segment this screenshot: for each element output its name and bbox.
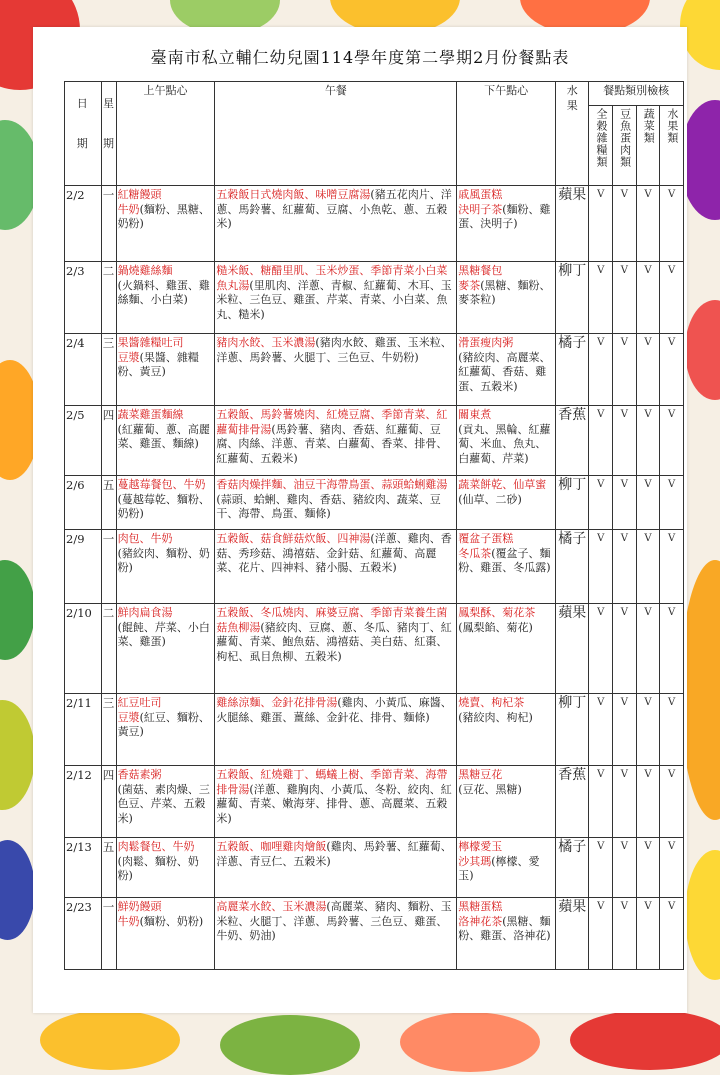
- lunch-cell: [215, 334, 457, 406]
- check-protein: V: [613, 186, 637, 262]
- table-row: [65, 604, 684, 694]
- check-fruits: V: [660, 766, 684, 838]
- lunch-title: 糙米飯、糖醋里肌、玉米炒蛋、季節青菜: [216, 264, 415, 277]
- afternoon-snack-drink: 洛神花茶: [458, 914, 503, 928]
- afternoon-snack-ingredients: (仙草、二砂): [458, 492, 522, 506]
- morning-snack-title: 紅糖饅頭: [117, 188, 162, 201]
- check-vegetables: V: [636, 406, 660, 476]
- header-date: 日期: [65, 82, 102, 186]
- afternoon-snack-ingredients: (檸檬、愛玉): [458, 854, 540, 882]
- morning-snack-cell: [116, 530, 215, 604]
- header-afternoon-snack: 下午點心: [457, 82, 556, 186]
- afternoon-snack-ingredients: (黑糖、麵粉、雞蛋、洛神花): [458, 914, 551, 942]
- morning-snack-cell: [116, 186, 215, 262]
- meal-table-body: [65, 186, 684, 970]
- lunch-ingredients: (洋蔥、雞肉、香菇、秀珍菇、鴻禧菇、金針菇、紅蘿蔔、高麗菜、花片、四神料、豬小腸、五穀米): [216, 532, 452, 574]
- morning-snack-title: 蔬菜雞蛋麵線: [117, 408, 184, 421]
- morning-snack-title: 肉鬆餐包、牛奶: [117, 840, 195, 853]
- fruit-decoration: [685, 850, 720, 980]
- lunch-cell: [215, 898, 457, 970]
- lunch-cell: [215, 186, 457, 262]
- lunch-title: 五穀飯、紅燒雞丁、螞蟻上樹、季節青菜、: [216, 768, 426, 781]
- lunch-ingredients: (高麗菜、豬肉、麵粉、玉米粒、火腿丁、洋蔥、馬鈴薯、三色豆、雞蛋、牛奶、奶油): [216, 900, 452, 942]
- afternoon-snack-cell: [457, 334, 556, 406]
- header-check-grains: 全穀雜糧類: [589, 106, 613, 186]
- lunch-cell: [215, 530, 457, 604]
- date-cell: 2/23: [65, 898, 102, 970]
- check-grains: V: [589, 838, 613, 898]
- afternoon-snack-drink: 沙其瑪: [458, 854, 492, 868]
- morning-snack-ingredients: (紅豆、麵粉、黃豆): [117, 710, 210, 738]
- fruit-cell: 蘋果: [556, 898, 589, 970]
- morning-snack-ingredients: (菌菇、素肉燥、三色豆、芹菜、五穀米): [117, 782, 210, 825]
- fruit-cell: 柳丁: [556, 476, 589, 530]
- check-vegetables: V: [636, 898, 660, 970]
- afternoon-snack-cell: [457, 838, 556, 898]
- afternoon-snack-ingredients: (豆花、黑糖): [458, 782, 522, 796]
- header-check-protein: 豆魚蛋肉類: [613, 106, 637, 186]
- afternoon-snack-ingredients: (鳳梨餡、菊花): [458, 620, 533, 634]
- table-row: [65, 898, 684, 970]
- afternoon-snack-title: 鳳梨酥、菊花茶: [458, 606, 536, 619]
- date-cell: 2/5: [65, 406, 102, 476]
- fruit-cell: 橘子: [556, 334, 589, 406]
- lunch-cell: [215, 262, 457, 334]
- morning-snack-cell: [116, 766, 215, 838]
- morning-snack-title: 香菇素粥: [117, 768, 162, 781]
- check-vegetables: V: [636, 694, 660, 766]
- weekday-cell: 二: [101, 262, 116, 334]
- morning-snack-drink: 豆漿: [117, 350, 140, 364]
- weekday-cell: 五: [101, 476, 116, 530]
- lunch-ingredients: (雞肉、馬鈴薯、紅蘿蔔、洋蔥、青豆仁、五穀米): [216, 840, 452, 868]
- morning-snack-ingredients: (豬絞肉、麵粉、奶粉): [117, 546, 210, 574]
- date-cell: 2/4: [65, 334, 102, 406]
- afternoon-snack-ingredients: (貢丸、黑輪、紅蘿蔔、米血、魚丸、白蘿蔔、芹菜): [458, 422, 551, 465]
- check-vegetables: V: [636, 838, 660, 898]
- fruit-decoration: [570, 1010, 720, 1070]
- check-protein: V: [613, 766, 637, 838]
- check-protein: V: [613, 838, 637, 898]
- lunch-ingredients: (雞肉、小黃瓜、麻醬、火腿絲、雞蛋、薑絲、金針花、排骨、麵條): [216, 696, 452, 724]
- check-protein: V: [613, 476, 637, 530]
- date-cell: 2/13: [65, 838, 102, 898]
- lunch-title: 雞絲涼麵、金針花排骨湯: [216, 696, 338, 709]
- lunch-title: 五穀飯: [216, 188, 250, 201]
- afternoon-snack-drink: 麥茶: [458, 278, 481, 292]
- check-fruits: V: [660, 262, 684, 334]
- lunch-title: 五穀飯、咖哩雞肉燴飯: [216, 840, 327, 853]
- table-row: [65, 530, 684, 604]
- morning-snack-ingredients: (果醬、雜糧粉、黃豆): [117, 350, 199, 378]
- lunch-ingredients: (里肌肉、洋蔥、青椒、紅蘿蔔、木耳、玉米粒、三色豆、雞蛋、芹菜、青菜、小白菜、魚丸、糙米): [216, 278, 452, 321]
- weekday-cell: 一: [101, 186, 116, 262]
- afternoon-snack-ingredients: (麵粉、雞蛋、決明子): [458, 202, 551, 230]
- check-fruits: V: [660, 604, 684, 694]
- check-vegetables: V: [636, 262, 660, 334]
- morning-snack-title: 果醬雜糧吐司: [117, 336, 184, 349]
- morning-snack-cell: [116, 334, 215, 406]
- weekday-cell: 四: [101, 406, 116, 476]
- fruit-cell: 香蕉: [556, 406, 589, 476]
- check-protein: V: [613, 604, 637, 694]
- table-row: [65, 838, 684, 898]
- morning-snack-title: 肉包、牛奶: [117, 532, 173, 545]
- table-row: [65, 186, 684, 262]
- check-fruits: V: [660, 476, 684, 530]
- afternoon-snack-cell: [457, 262, 556, 334]
- morning-snack-ingredients: (肉鬆、麵粉、奶粉): [117, 854, 199, 882]
- fruit-decoration: [0, 560, 35, 660]
- check-grains: V: [589, 604, 613, 694]
- date-cell: 2/3: [65, 262, 102, 334]
- lunch-soup: 養生菌菇魚柳湯: [216, 606, 448, 634]
- lunch-ingredients: (豬絞肉、豆腐、蔥、冬瓜、豬肉丁、紅蘿蔔、青菜、鮑魚菇、鴻禧菇、美白菇、紅棗、枸杞、虱目魚柳、五穀米): [216, 620, 452, 663]
- afternoon-snack-title: 關東煮: [458, 408, 492, 421]
- lunch-ingredients: (豬五花肉片、洋蔥、馬鈴薯、紅蘿蔔、豆腐、小魚乾、蔥、五穀米): [216, 188, 452, 230]
- morning-snack-title: 鮮奶饅頭: [117, 900, 162, 913]
- lunch-title: 五穀飯、菇食鮮菇炊飯、四神湯: [216, 532, 371, 545]
- afternoon-snack-ingredients: (豬絞肉、高麗菜、紅蘿蔔、香菇、雞蛋、五穀米): [458, 350, 551, 393]
- date-cell: 2/11: [65, 694, 102, 766]
- date-cell: 2/9: [65, 530, 102, 604]
- lunch-soup: 紅蘿蔔排骨湯: [216, 408, 448, 436]
- afternoon-snack-cell: [457, 604, 556, 694]
- afternoon-snack-ingredients: (覆盆子、麵粉、雞蛋、冬瓜露): [458, 546, 551, 574]
- weekday-cell: 二: [101, 604, 116, 694]
- header-weekday: 星期: [101, 82, 116, 186]
- morning-snack-drink: 牛奶: [117, 202, 140, 216]
- header-check-vegetables: 蔬菜類: [636, 106, 660, 186]
- check-vegetables: V: [636, 530, 660, 604]
- afternoon-snack-title: 戚風蛋糕: [458, 188, 503, 201]
- afternoon-snack-title: 滑蛋瘦肉粥: [458, 336, 514, 349]
- date-cell: 2/12: [65, 766, 102, 838]
- check-grains: V: [589, 766, 613, 838]
- date-cell: 2/10: [65, 604, 102, 694]
- header-fruit: 水果: [556, 82, 589, 186]
- morning-snack-title: 鮮肉扁食湯: [117, 606, 173, 619]
- fruit-cell: 橘子: [556, 530, 589, 604]
- lunch-title: 香菇肉燥拌麵、油豆干海帶鳥蛋、蒜頭蛤蜊雞湯: [216, 478, 448, 491]
- morning-snack-cell: [116, 604, 215, 694]
- afternoon-snack-title: 黑糖餐包: [458, 264, 503, 277]
- afternoon-snack-cell: [457, 530, 556, 604]
- afternoon-snack-ingredients: (豬絞肉、枸杞): [458, 710, 533, 724]
- afternoon-snack-title: 蔬菜餅乾、仙草蜜: [458, 478, 547, 491]
- check-fruits: V: [660, 898, 684, 970]
- morning-snack-cell: [116, 406, 215, 476]
- date-cell: 2/6: [65, 476, 102, 530]
- afternoon-snack-cell: [457, 186, 556, 262]
- header-morning-snack: 上午點心: [116, 82, 215, 186]
- meal-table: [64, 81, 684, 970]
- morning-snack-cell: [116, 476, 215, 530]
- weekday-cell: 一: [101, 530, 116, 604]
- lunch-soup: 海帶排骨湯: [216, 768, 448, 796]
- afternoon-snack-cell: [457, 694, 556, 766]
- morning-snack-ingredients: (火鍋料、雞蛋、雞絲麵、小白菜): [117, 278, 210, 306]
- header-lunch: 午餐: [215, 82, 457, 186]
- check-protein: V: [613, 694, 637, 766]
- lunch-title: 高麗菜水餃、玉米濃湯: [216, 900, 327, 913]
- lunch-cell: [215, 838, 457, 898]
- fruit-decoration: [40, 1010, 180, 1070]
- afternoon-snack-title: 黑糖豆花: [458, 768, 503, 781]
- lunch-soup: 日式燒肉飯、味噌豆腐湯: [249, 188, 371, 201]
- afternoon-snack-drink: 決明子茶: [458, 202, 503, 216]
- fruit-cell: 柳丁: [556, 694, 589, 766]
- check-grains: V: [589, 530, 613, 604]
- lunch-cell: [215, 694, 457, 766]
- lunch-ingredients: (馬鈴薯、豬肉、香菇、紅蘿蔔、豆腐、肉絲、洋蔥、青菜、白蘿蔔、香菜、排骨、紅蘿蔔、五穀米): [216, 422, 448, 465]
- lunch-cell: [215, 406, 457, 476]
- weekday-cell: 五: [101, 838, 116, 898]
- weekday-cell: 三: [101, 694, 116, 766]
- afternoon-snack-cell: [457, 766, 556, 838]
- morning-snack-cell: [116, 838, 215, 898]
- fruit-decoration: [400, 1012, 540, 1072]
- lunch-ingredients: (蒜頭、蛤蜊、雞肉、香菇、豬絞肉、蔬菜、豆干、海帶、鳥蛋、麵條): [216, 492, 441, 520]
- lunch-cell: [215, 476, 457, 530]
- weekday-cell: 一: [101, 898, 116, 970]
- check-protein: V: [613, 334, 637, 406]
- header-check-fruits: 水果類: [660, 106, 684, 186]
- table-row: [65, 766, 684, 838]
- morning-snack-ingredients: (麵粉、奶粉): [139, 914, 204, 928]
- afternoon-snack-title: 燒賣、枸杞茶: [458, 696, 525, 709]
- check-grains: V: [589, 898, 613, 970]
- lunch-title: 豬肉水餃、玉米濃湯: [216, 336, 316, 349]
- fruit-decoration: [220, 1015, 360, 1075]
- check-fruits: V: [660, 186, 684, 262]
- fruit-cell: 蘋果: [556, 186, 589, 262]
- fruit-cell: 蘋果: [556, 604, 589, 694]
- check-vegetables: V: [636, 766, 660, 838]
- fruit-cell: 香蕉: [556, 766, 589, 838]
- afternoon-snack-title: 檸檬愛玉: [458, 840, 503, 853]
- lunch-ingredients: (洋蔥、雞胸肉、小黃瓜、冬粉、絞肉、紅蘿蔔、青菜、嫩海芽、排骨、蔥、高麗菜、五穀米): [216, 782, 452, 825]
- fruit-decoration: [685, 300, 720, 400]
- check-grains: V: [589, 334, 613, 406]
- fruit-decoration: [0, 840, 35, 940]
- morning-snack-title: 鍋燒雞絲麵: [117, 264, 173, 277]
- check-grains: V: [589, 694, 613, 766]
- check-fruits: V: [660, 406, 684, 476]
- check-vegetables: V: [636, 476, 660, 530]
- table-row: [65, 262, 684, 334]
- check-vegetables: V: [636, 186, 660, 262]
- afternoon-snack-title: 黑糖蛋糕: [458, 900, 503, 913]
- lunch-title: 五穀飯、馬鈴薯燒肉、紅燒豆腐、季節青菜、: [216, 408, 437, 421]
- morning-snack-cell: [116, 262, 215, 334]
- morning-snack-title: 蔓越莓餐包、牛奶: [117, 478, 206, 491]
- lunch-title: 五穀飯、冬瓜燒肉、麻婆豆腐、季節青菜: [216, 606, 415, 619]
- afternoon-snack-cell: [457, 898, 556, 970]
- menu-sheet: [33, 27, 687, 1013]
- morning-snack-ingredients: (餛飩、芹菜、小白菜、雞蛋): [117, 620, 210, 648]
- lunch-soup: 小白菜魚丸湯: [216, 264, 448, 292]
- check-grains: V: [589, 476, 613, 530]
- fruit-cell: 柳丁: [556, 262, 589, 334]
- morning-snack-title: 紅豆吐司: [117, 696, 162, 709]
- lunch-cell: [215, 766, 457, 838]
- table-row: [65, 476, 684, 530]
- date-cell: 2/2: [65, 186, 102, 262]
- fruit-decoration: [0, 700, 35, 810]
- afternoon-snack-title: 覆盆子蛋糕: [458, 532, 514, 545]
- morning-snack-ingredients: (蔓越莓乾、麵粉、奶粉): [117, 492, 210, 520]
- table-row: [65, 694, 684, 766]
- check-vegetables: V: [636, 334, 660, 406]
- page-title: 臺南市私立輔仁幼兒園114學年度第二學期2月份餐點表: [150, 48, 570, 67]
- morning-snack-drink: 豆漿: [117, 710, 140, 724]
- header-check-group: 餐點類別檢核: [589, 82, 684, 106]
- check-protein: V: [613, 530, 637, 604]
- check-grains: V: [589, 262, 613, 334]
- check-grains: V: [589, 186, 613, 262]
- morning-snack-cell: [116, 694, 215, 766]
- check-vegetables: V: [636, 604, 660, 694]
- afternoon-snack-cell: [457, 406, 556, 476]
- lunch-ingredients: (豬肉水餃、雞蛋、玉米粒、洋蔥、馬鈴薯、火腿丁、三色豆、牛奶粉): [216, 336, 452, 364]
- check-protein: V: [613, 898, 637, 970]
- check-protein: V: [613, 262, 637, 334]
- check-protein: V: [613, 406, 637, 476]
- afternoon-snack-cell: [457, 476, 556, 530]
- check-fruits: V: [660, 694, 684, 766]
- morning-snack-ingredients: (紅蘿蔔、蔥、高麗菜、雞蛋、麵線): [117, 422, 210, 450]
- check-grains: V: [589, 406, 613, 476]
- afternoon-snack-drink: 冬瓜茶: [458, 546, 492, 560]
- weekday-cell: 四: [101, 766, 116, 838]
- fruit-cell: 橘子: [556, 838, 589, 898]
- table-row: [65, 406, 684, 476]
- check-fruits: V: [660, 530, 684, 604]
- morning-snack-cell: [116, 898, 215, 970]
- afternoon-snack-ingredients: (黑糖、麵粉、麥茶粒): [458, 278, 551, 306]
- morning-snack-drink: 牛奶: [117, 914, 140, 928]
- weekday-cell: 三: [101, 334, 116, 406]
- check-fruits: V: [660, 838, 684, 898]
- check-fruits: V: [660, 334, 684, 406]
- table-row: [65, 334, 684, 406]
- lunch-cell: [215, 604, 457, 694]
- morning-snack-ingredients: (麵粉、黑糖、奶粉): [117, 202, 210, 230]
